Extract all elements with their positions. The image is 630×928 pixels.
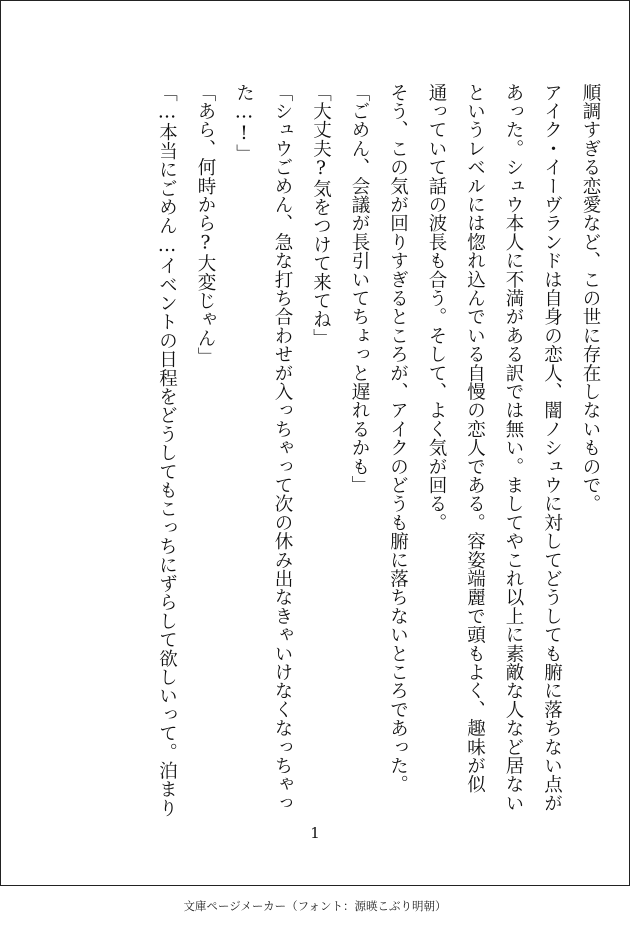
text-column-13: た…!」 (233, 83, 255, 163)
text-column-4: あった。シュウ本人に不満がある訳では無い。ましてやこれ以上に素敵な人など居ない (503, 83, 524, 813)
text-column-1: 順調すぎる恋愛など、この世に存在しないもので。 (580, 83, 601, 514)
text-column-16: 「…本当にごめん…イベントの日程をどうしてもこっちにずらして欲しいって。泊まり (156, 83, 178, 818)
text-column-3: アイク・イーヴランドは自身の恋人、闇ノシュウに対してどうしても腑に落ちない点が (541, 83, 563, 813)
text-column-9: 「ごめん、会議が長引いてちょっと遅れるかも」 (349, 83, 370, 495)
text-column-6: 通っていて話の波長も合う。そして、よく気が回る。 (426, 83, 447, 532)
footer-credit: 文庫ページメーカー（フォント：源暎こぶり明朝） (183, 899, 447, 913)
text-column-14: 「あら、何時から?大変じゃん」 (195, 83, 216, 366)
page-number: 1 (310, 824, 320, 842)
text-column-10: 「大丈夫?気をつけて来てね」 (310, 83, 332, 348)
text-column-12: 「シュウごめん、急な打ち合わせが入っちゃって次の休み出なきゃいけなくなっちゃっ (272, 83, 293, 813)
vertical-text-body (147, 83, 609, 818)
text-column-7: そう、この気が回りすぎるところが、アイクのどうも腑に落ちないところであった。 (387, 83, 409, 794)
text-column-5: というレベルには惚れ込んでいる自慢の恋人である。容姿端麗で頭もよく、趣味が似 (464, 83, 486, 794)
